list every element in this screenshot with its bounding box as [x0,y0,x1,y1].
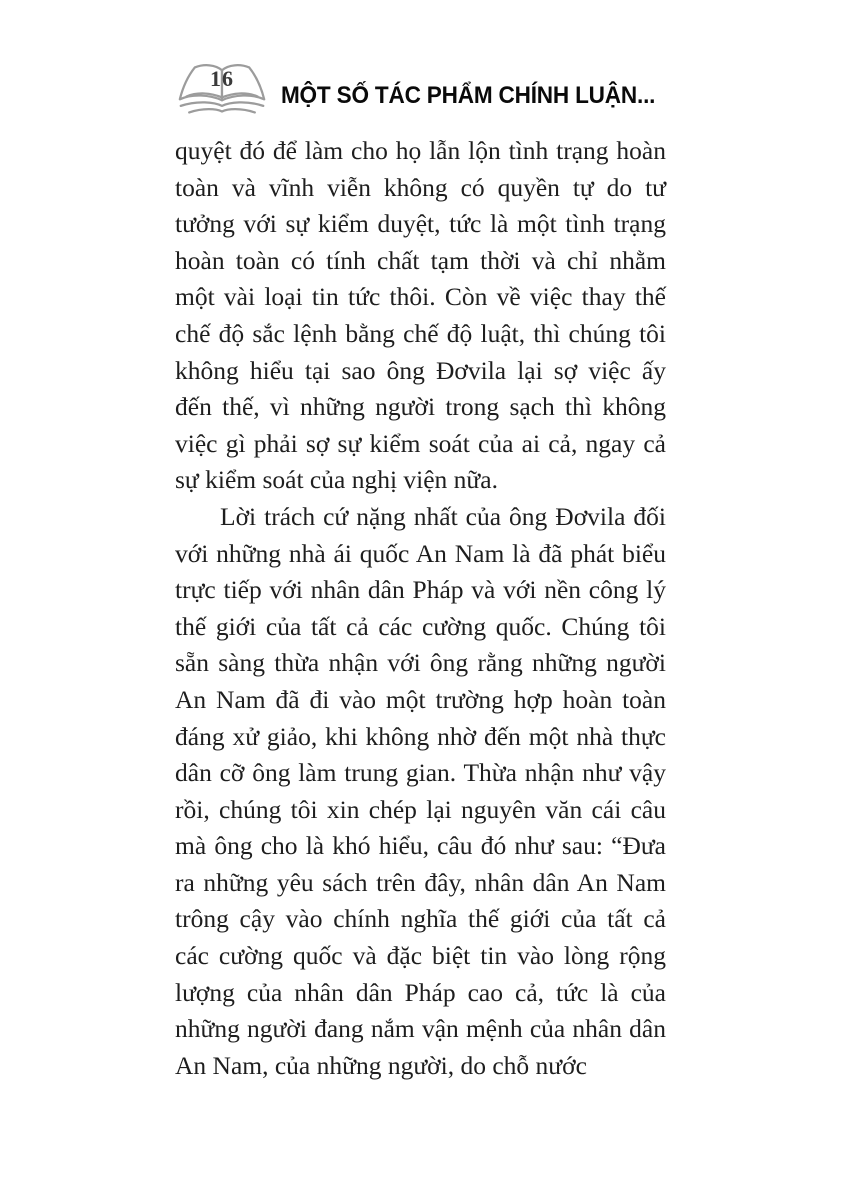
page-header [175,58,665,120]
running-title: MỘT SỐ TÁC PHẨM CHÍNH LUẬN... [280,82,656,109]
paragraph-continuation: quyệt đó để làm cho họ lẫn lộn tình trạng hoàn toàn và vĩnh viễn không có quyền tự do tư tưởng với sự kiểm duyệt, tức là một tình trạng hoàn toàn có tính chất tạm thời và chỉ nhằm một vài loại tin tức thôi. Còn về việc thay thế chế độ sắc lệnh bằng chế độ luật, thì chúng tôi không hiểu tại sao ông Đơvila lại sợ việc ấy đến thế, vì những người trong sạch thì không việc gì phải sợ sự kiểm soát của ai cả, ngay cả sự kiểm soát của nghị viện nữa. [175,136,666,495]
paragraph: Lời trách cứ nặng nhất của ông Đơvila đối với những nhà ái quốc An Nam là đã phát biểu trực tiếp với nhân dân Pháp và với nền công lý thế giới của tất cả các cường quốc. Chúng tôi sẵn sàng thừa nhận với ông rằng những người An Nam đã đi vào một trường hợp hoàn toàn đáng xử giảo, khi không nhờ đến một nhà thực dân cỡ ông làm trung gian. Thừa nhận như vậy rồi, chúng tôi xin chép lại nguyên văn cái câu mà ông cho là khó hiểu, câu đó như sau: “Đưa ra những yêu sách trên đây, nhân dân An Nam trông cậy vào chính nghĩa thế giới của tất cả các cường quốc và đặc biệt tin vào lòng rộng lượng của nhân dân Pháp cao cả, tức là của những người đang nắm vận mệnh của nhân dân An Nam, của những người, do chỗ nước [175,501,666,1080]
open-book-icon [175,59,269,119]
page-body [175,133,666,1084]
page-number: 16 [210,66,234,91]
